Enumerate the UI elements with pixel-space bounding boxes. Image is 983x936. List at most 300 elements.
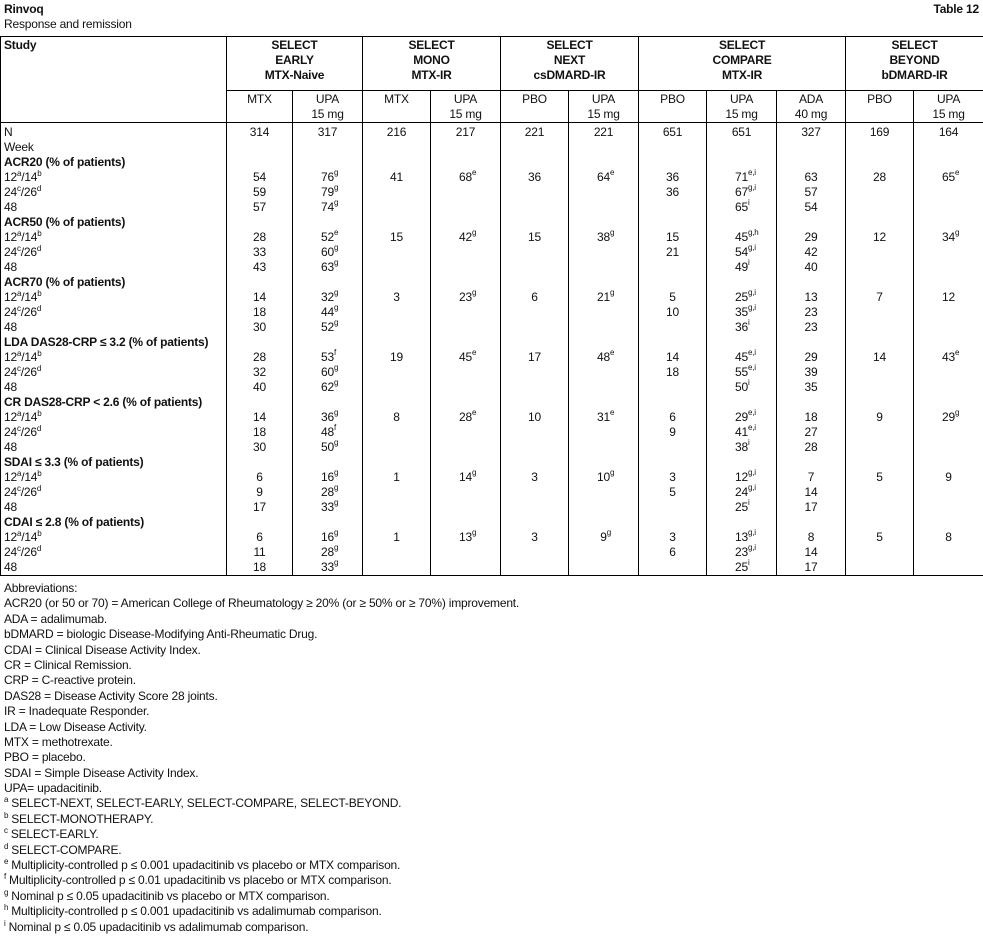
footnote-mark: b	[37, 229, 42, 238]
cell-value: 52 g	[321, 318, 339, 334]
arm-header	[569, 91, 639, 123]
table-cell	[431, 365, 501, 380]
cell-value: 40	[804, 260, 818, 274]
table-cell	[569, 260, 639, 275]
table-cell	[914, 440, 983, 455]
table-cell	[914, 140, 983, 155]
page-header	[4, 2, 979, 17]
row-label-text: 12	[4, 290, 17, 304]
study-group-header	[227, 37, 363, 91]
significance-mark: g,h	[748, 228, 759, 237]
significance-mark: i	[748, 378, 750, 387]
table-cell	[777, 530, 846, 545]
table-cell	[227, 455, 293, 470]
table-cell	[363, 260, 431, 275]
table-cell	[707, 395, 777, 410]
cell-value: 36	[666, 185, 679, 199]
cell-value: 28	[804, 440, 818, 454]
table-cell	[777, 455, 846, 470]
row-label-text: CR DAS28-CRP < 2.6 (% of patients)	[4, 395, 203, 409]
cell-value: 54	[804, 200, 818, 214]
table-title: Response and remission	[4, 17, 132, 31]
cell-value: 9	[669, 425, 676, 439]
table-cell	[501, 395, 569, 410]
arm-name: ADA	[798, 92, 824, 106]
significance-mark: g	[333, 198, 339, 207]
table-cell	[293, 230, 363, 245]
table-cell	[846, 485, 914, 500]
significance-mark: g	[333, 183, 339, 192]
footnote-mark: d	[36, 244, 42, 253]
table-cell	[363, 485, 431, 500]
table-cell	[569, 215, 639, 230]
cell-value: 33	[253, 245, 266, 259]
table-cell	[293, 425, 363, 440]
cell-value: 57	[253, 200, 266, 214]
row-label	[1, 260, 227, 275]
table-cell	[293, 545, 363, 560]
table-cell	[569, 380, 639, 395]
row-label	[1, 305, 227, 320]
table-cell	[293, 123, 363, 141]
footnote-mark: d	[36, 184, 42, 193]
table-cell	[846, 290, 914, 305]
table-cell	[639, 470, 707, 485]
table-cell	[431, 275, 501, 290]
table-cell	[431, 485, 501, 500]
footnote-mark: d	[36, 364, 42, 373]
table-cell	[846, 260, 914, 275]
table-cell	[777, 260, 846, 275]
table-cell	[707, 170, 777, 185]
table-cell	[777, 305, 846, 320]
cell-value: 54 g,i	[735, 243, 756, 259]
cell-value: 38 g	[597, 228, 615, 244]
table-cell	[707, 335, 777, 350]
table-cell	[914, 350, 983, 365]
table-cell	[639, 155, 707, 170]
cell-value: 15	[528, 230, 541, 244]
cell-value: 53 f	[321, 348, 336, 364]
study-group-header	[363, 37, 501, 91]
table-cell	[914, 425, 983, 440]
study-group-line: bDMARD-IR	[881, 68, 948, 82]
cell-value: 17	[528, 350, 541, 364]
footnote	[4, 827, 979, 842]
significance-mark: e	[610, 348, 615, 357]
significance-mark: g	[610, 468, 615, 477]
table-cell	[569, 485, 639, 500]
significance-mark: g	[471, 468, 477, 477]
data-row	[1, 500, 983, 515]
table-cell	[569, 185, 639, 200]
study-group-line: COMPARE	[712, 53, 772, 67]
data-row	[1, 200, 983, 215]
table-number: Table 12	[933, 2, 979, 16]
table-cell	[569, 455, 639, 470]
table-cell	[707, 545, 777, 560]
table-cell	[707, 290, 777, 305]
data-row	[1, 320, 983, 335]
cell-value: 28 g	[321, 543, 339, 559]
data-row	[1, 170, 983, 185]
significance-mark: e	[471, 408, 477, 417]
table-cell	[227, 215, 293, 230]
footnote-mark: a	[16, 409, 22, 418]
footnote-mark: c	[16, 544, 21, 553]
footnote-text: Nominal p ≤ 0.05 upadacitinib vs adalimumab comparison.	[8, 919, 309, 934]
table-cell	[431, 395, 501, 410]
table-cell	[707, 500, 777, 515]
table-cell	[846, 500, 914, 515]
table-cell	[227, 155, 293, 170]
significance-mark: g,i	[748, 303, 756, 312]
footnote	[4, 904, 979, 919]
study-group-header	[639, 37, 846, 91]
row-label-text: 12	[4, 230, 17, 244]
table-cell	[639, 320, 707, 335]
table-cell	[569, 410, 639, 425]
abbreviation-item: PBO = placebo.	[4, 750, 86, 765]
table-cell	[293, 515, 363, 530]
footnote-mark: f	[4, 872, 7, 882]
table-cell	[227, 290, 293, 305]
cell-value: 57	[804, 185, 818, 199]
row-label-text: 48	[4, 320, 17, 334]
cell-value: 60 g	[321, 363, 339, 379]
footnote-text: Nominal p ≤ 0.05 upadacitinib vs placebo or MTX comparison.	[11, 888, 330, 903]
table-cell	[639, 365, 707, 380]
cell-value: 651	[662, 125, 683, 139]
table-cell	[227, 395, 293, 410]
table-cell	[501, 515, 569, 530]
cell-value: 29 g	[942, 408, 960, 424]
cell-value: 63	[804, 170, 818, 184]
study-group-header	[846, 37, 983, 91]
table-cell	[707, 470, 777, 485]
row-label	[1, 440, 227, 455]
row-label-text: /26	[20, 245, 37, 259]
table-cell	[227, 530, 293, 545]
cell-value: 23	[804, 305, 818, 319]
study-group-header	[501, 37, 639, 91]
cell-value: 18	[666, 365, 679, 379]
table-cell	[431, 230, 501, 245]
significance-mark: e	[955, 348, 960, 357]
row-label	[1, 455, 227, 470]
table-cell	[777, 290, 846, 305]
arm-name: UPA	[729, 92, 754, 106]
table-cell	[227, 350, 293, 365]
row-label-text: Week	[4, 140, 34, 154]
cell-value: 6	[256, 470, 263, 484]
table-cell	[293, 470, 363, 485]
table-cell	[777, 155, 846, 170]
table-cell	[777, 485, 846, 500]
cell-value: 38 i	[735, 438, 750, 454]
table-cell	[707, 260, 777, 275]
cell-value: 59	[253, 185, 266, 199]
table-cell	[293, 305, 363, 320]
abbreviation-item: LDA = Low Disease Activity.	[4, 719, 147, 734]
table-cell	[501, 470, 569, 485]
table-cell	[707, 200, 777, 215]
cell-value: 35	[804, 380, 818, 394]
significance-mark: g,i	[748, 288, 756, 297]
cell-value: 29 e,i	[735, 408, 756, 424]
cell-value: 32	[253, 365, 266, 379]
row-label-text: /26	[20, 185, 37, 199]
arm-header	[777, 91, 846, 123]
table-cell	[707, 140, 777, 155]
table-cell	[293, 485, 363, 500]
row-label	[1, 245, 227, 260]
cell-value: 11	[253, 545, 266, 559]
cell-value: 6	[669, 545, 676, 559]
row-label-text: ACR70 (% of patients)	[4, 275, 126, 289]
table-cell	[914, 290, 983, 305]
table-cell	[846, 440, 914, 455]
cell-value: 34 g	[942, 228, 960, 244]
arm-dose: 40 mg	[794, 107, 828, 121]
section-row	[1, 515, 983, 530]
table-cell	[639, 500, 707, 515]
row-label-text: 48	[4, 440, 17, 454]
cell-value: 13 g	[459, 528, 477, 544]
table-header	[1, 37, 983, 123]
table-cell	[914, 320, 983, 335]
table-cell	[363, 230, 431, 245]
significance-mark: g	[333, 558, 339, 567]
cell-value: 42 g	[459, 228, 477, 244]
table-cell	[293, 365, 363, 380]
data-row	[1, 230, 983, 245]
table-cell	[639, 123, 707, 141]
footnote-text: SELECT-MONOTHERAPY.	[11, 811, 154, 826]
table-cell	[293, 185, 363, 200]
cell-value: 17	[253, 500, 266, 514]
table-cell	[569, 365, 639, 380]
table-cell	[846, 545, 914, 560]
table-cell	[777, 500, 846, 515]
cell-value: 28	[873, 170, 886, 184]
table-cell	[431, 215, 501, 230]
cell-value: 16 g	[321, 528, 339, 544]
arm-name: PBO	[660, 92, 685, 106]
row-label-text: 24	[4, 185, 17, 199]
cell-value: 40	[253, 380, 266, 394]
table-cell	[914, 560, 983, 576]
table-cell	[293, 440, 363, 455]
table-cell	[227, 500, 293, 515]
cell-value: 169	[869, 125, 890, 139]
table-cell	[846, 560, 914, 576]
table-cell	[777, 395, 846, 410]
cell-value: 50 i	[735, 378, 750, 394]
row-label-text: 12	[4, 530, 17, 544]
table-cell	[569, 440, 639, 455]
significance-mark: g	[333, 543, 339, 552]
footnote-mark: c	[16, 244, 21, 253]
significance-mark: i	[748, 438, 750, 447]
study-group-line: SELECT	[408, 38, 455, 52]
significance-mark: e,i	[748, 423, 756, 432]
cell-value: 29	[804, 350, 818, 364]
significance-mark: g	[333, 528, 339, 537]
cell-value: 28 e	[459, 408, 477, 424]
table-cell	[501, 440, 569, 455]
cell-value: 14	[666, 350, 679, 364]
arm-header	[501, 91, 569, 123]
table-cell	[707, 530, 777, 545]
table-cell	[569, 470, 639, 485]
cell-value: 74 g	[321, 198, 339, 214]
significance-mark: g	[471, 228, 477, 237]
cell-value: 221	[593, 125, 614, 139]
significance-mark: g	[610, 288, 615, 297]
table-cell	[501, 260, 569, 275]
table-cell	[363, 455, 431, 470]
data-row	[1, 365, 983, 380]
table-cell	[639, 335, 707, 350]
cell-value: 14	[804, 545, 818, 559]
data-row	[1, 185, 983, 200]
cell-value: 28	[253, 350, 266, 364]
footnote-mark: a	[4, 795, 9, 805]
table-cell	[431, 305, 501, 320]
cell-value: 13	[804, 290, 818, 304]
arm-name: UPA	[936, 92, 961, 106]
table-body	[1, 123, 983, 576]
cell-value: 10	[666, 305, 679, 319]
study-group-line: SELECT	[546, 38, 593, 52]
cell-value: 7	[807, 470, 815, 484]
arm-name: PBO	[867, 92, 892, 106]
table-cell	[914, 305, 983, 320]
arm-header	[914, 91, 983, 123]
table-cell	[777, 320, 846, 335]
cell-value: 6	[256, 530, 263, 544]
table-cell	[569, 515, 639, 530]
cell-value: 14	[804, 485, 818, 499]
cell-value: 28 g	[321, 483, 339, 499]
footnote-text: SELECT-NEXT, SELECT-EARLY, SELECT-COMPARE, SELECT-BEYOND.	[11, 796, 402, 811]
arm-dose: 15 mg	[449, 107, 482, 121]
table-cell	[777, 123, 846, 141]
table-cell	[914, 245, 983, 260]
row-label	[1, 380, 227, 395]
cell-value: 42	[804, 245, 818, 259]
cell-value: 43	[253, 260, 266, 274]
table-cell	[227, 200, 293, 215]
data-row	[1, 545, 983, 560]
table-cell	[569, 245, 639, 260]
table-cell	[363, 515, 431, 530]
brand-name: Rinvoq	[4, 2, 44, 16]
cell-value: 36	[666, 170, 679, 184]
footnote-mark: c	[16, 184, 21, 193]
table-cell	[846, 350, 914, 365]
table-cell	[501, 185, 569, 200]
table-cell	[569, 395, 639, 410]
table-cell	[431, 155, 501, 170]
footnote-text: Multiplicity-controlled p ≤ 0.001 upadacitinib vs adalimumab comparison.	[11, 904, 382, 919]
data-row	[1, 140, 983, 155]
footnote-mark: e	[4, 857, 9, 867]
row-label-text: 24	[4, 545, 17, 559]
footnote-mark: h	[4, 903, 9, 913]
significance-mark: g	[333, 498, 339, 507]
footnote-mark: a	[16, 229, 22, 238]
table-cell	[293, 200, 363, 215]
table-cell	[293, 170, 363, 185]
abbreviation-item: DAS28 = Disease Activity Score 28 joints.	[4, 688, 218, 703]
significance-mark: e	[610, 168, 615, 177]
data-row	[1, 470, 983, 485]
data-row	[1, 260, 983, 275]
cell-value: 49 i	[735, 258, 750, 274]
table-cell	[293, 260, 363, 275]
row-label-text: 48	[4, 560, 17, 574]
footnote-text: Multiplicity-controlled p ≤ 0.001 upadacitinib vs placebo or MTX comparison.	[11, 858, 401, 873]
table-cell	[227, 470, 293, 485]
footnote-mark: a	[16, 289, 22, 298]
table-cell	[227, 245, 293, 260]
footnote-mark: a	[16, 469, 22, 478]
table-cell	[846, 365, 914, 380]
table-cell	[777, 200, 846, 215]
cell-value: 60 g	[321, 243, 339, 259]
cell-value: 43 e	[942, 348, 960, 364]
table-cell	[639, 290, 707, 305]
row-label-text: 12	[4, 170, 17, 184]
abbreviations-heading: Abbreviations:	[4, 581, 78, 595]
row-label	[1, 140, 227, 155]
table-cell	[707, 215, 777, 230]
cell-value: 63 g	[321, 258, 339, 274]
table-cell	[227, 123, 293, 141]
cell-value: 10 g	[597, 468, 615, 484]
table-cell	[431, 320, 501, 335]
table-cell	[293, 290, 363, 305]
table-cell	[846, 425, 914, 440]
table-cell	[846, 200, 914, 215]
table-cell	[707, 425, 777, 440]
section-row	[1, 275, 983, 290]
cell-value: 48 e	[597, 348, 615, 364]
table-cell	[363, 530, 431, 545]
table-cell	[363, 545, 431, 560]
row-label-text: /14	[21, 170, 38, 184]
table-cell	[777, 515, 846, 530]
footnote-text: SELECT-EARLY.	[10, 827, 99, 842]
table-cell	[569, 335, 639, 350]
table-cell	[431, 545, 501, 560]
table-cell	[777, 425, 846, 440]
cell-value: 18	[253, 560, 266, 574]
table-cell	[639, 425, 707, 440]
row-label-text: /14	[21, 470, 38, 484]
table-cell	[846, 215, 914, 230]
table-cell	[777, 275, 846, 290]
table-cell	[639, 140, 707, 155]
footnote-mark: c	[16, 424, 21, 433]
table-cell	[569, 545, 639, 560]
table-cell	[431, 380, 501, 395]
cell-value: 21	[666, 245, 679, 259]
table-cell	[293, 500, 363, 515]
table-cell	[363, 275, 431, 290]
